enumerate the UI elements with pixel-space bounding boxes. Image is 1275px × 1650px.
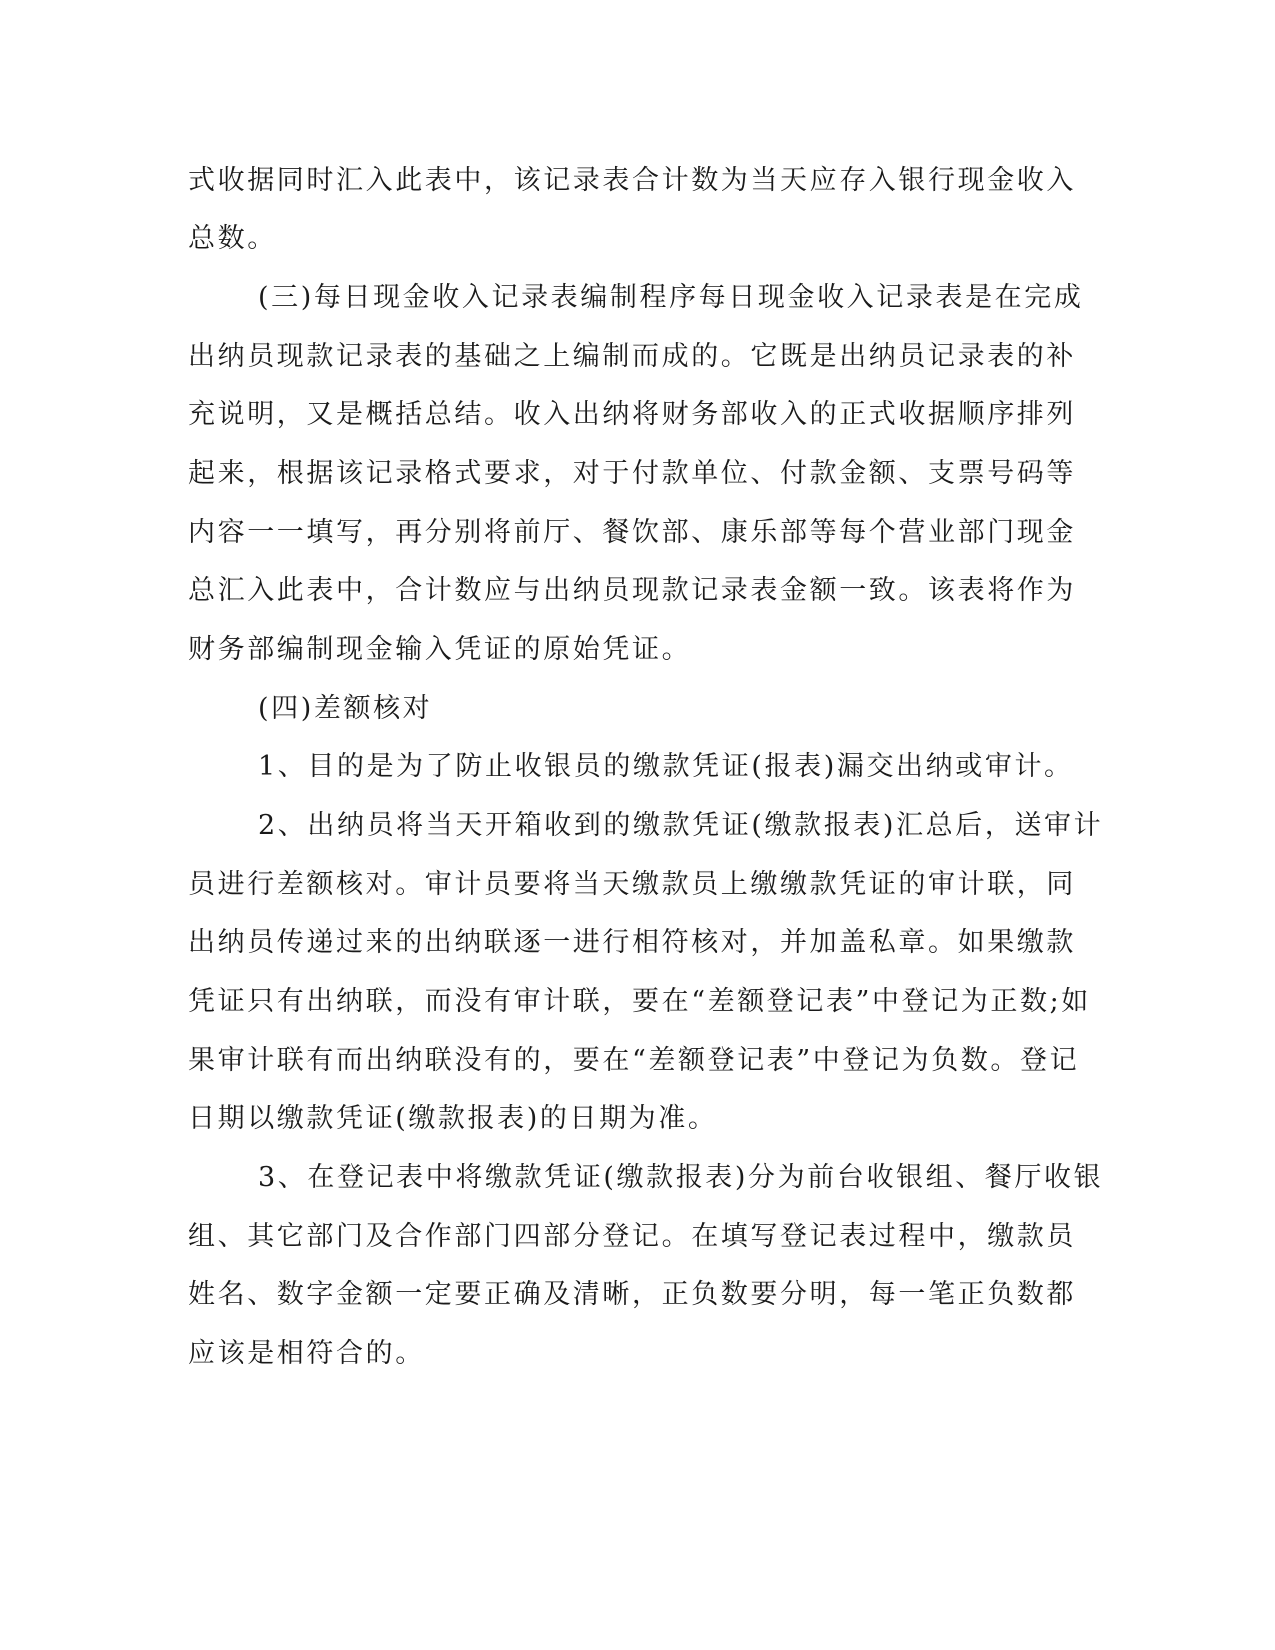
- section-heading-line: (三)每日现金收入记录表编制程序每日现金收入记录表是在完成: [258, 282, 1084, 313]
- paragraph-line: 日期以缴款凭证(缴款报表)的日期为准。: [188, 1103, 718, 1134]
- paragraph-line: 出纳员现款记录表的基础之上编制而成的。它既是出纳员记录表的补: [188, 341, 1076, 372]
- section-heading: (四)差额核对: [258, 693, 433, 724]
- paragraph-line: 总数。: [188, 223, 277, 254]
- list-item-line: 2、出纳员将当天开箱收到的缴款凭证(缴款报表)汇总后，送审计: [258, 810, 1104, 841]
- paragraph-line: 总汇入此表中，合计数应与出纳员现款记录表金额一致。该表将作为: [188, 575, 1076, 606]
- paragraph-line: 应该是相符合的。: [188, 1338, 425, 1369]
- paragraph-line: 出纳员传递过来的出纳联逐一进行相符核对，并加盖私章。如果缴款: [188, 927, 1076, 958]
- list-item-line: 1、目的是为了防止收银员的缴款凭证(报表)漏交出纳或审计。: [258, 751, 1074, 782]
- paragraph-line: 员进行差额核对。审计员要将当天缴款员上缴缴款凭证的审计联，同: [188, 869, 1076, 900]
- paragraph-line: 充说明，又是概括总结。收入出纳将财务部收入的正式收据顺序排列: [188, 399, 1076, 430]
- paragraph-line: 姓名、数字金额一定要正确及清晰，正负数要分明，每一笔正负数都: [188, 1279, 1076, 1310]
- list-item-line: 3、在登记表中将缴款凭证(缴款报表)分为前台收银组、餐厅收银: [258, 1162, 1104, 1193]
- paragraph-line: 财务部编制现金输入凭证的原始凭证。: [188, 634, 692, 665]
- paragraph-line: 式收据同时汇入此表中，该记录表合计数为当天应存入银行现金收入: [188, 165, 1076, 196]
- paragraph-line: 果审计联有而出纳联没有的，要在“差额登记表”中登记为负数。登记: [188, 1045, 1080, 1076]
- paragraph-line: 起来，根据该记录格式要求，对于付款单位、付款金额、支票号码等: [188, 458, 1076, 489]
- paragraph-line: 内容一一填写，再分别将前厅、餐饮部、康乐部等每个营业部门现金: [188, 517, 1076, 548]
- paragraph-line: 凭证只有出纳联，而没有审计联，要在“差额登记表”中登记为正数;如: [188, 986, 1091, 1017]
- paragraph-line: 组、其它部门及合作部门四部分登记。在填写登记表过程中，缴款员: [188, 1221, 1076, 1252]
